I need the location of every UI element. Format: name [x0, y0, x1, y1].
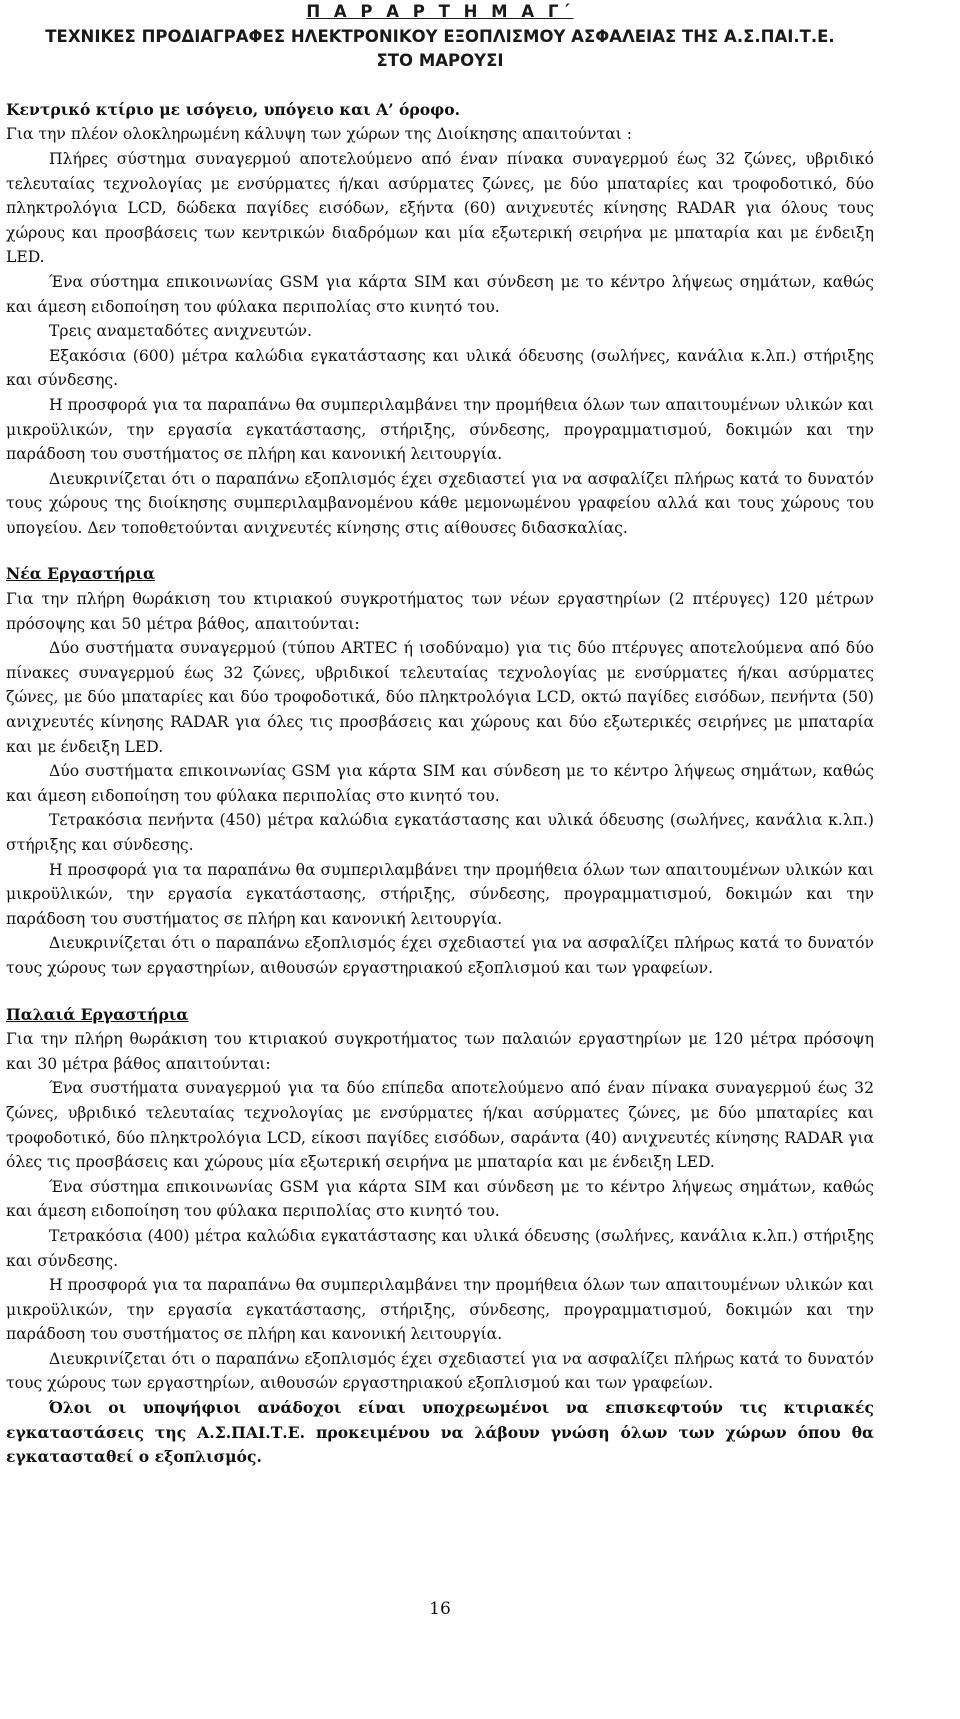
section-main-building [6, 98, 874, 541]
section-heading: Νέα Εργαστήρια [6, 564, 155, 584]
paragraph: Τετρακόσια (400) μέτρα καλώδια εγκατάστασης και υλικά όδευσης (σωλήνες, κανάλια κ.λπ.) στήριξης και σύνδεσης. [6, 1226, 874, 1270]
paragraph: Η προσφορά για τα παραπάνω θα συμπεριλαμβάνει την προμήθεια όλων των απαιτουμένων υλικών και μικροϋλικών, την εργασία εγκατάστασης, στήριξης, σύνδεσης, προγραμματισμού, δοκιμών και την παράδοση του συστήματος σε πλήρη και κανονική λειτουργία. [6, 860, 874, 928]
paragraph: Ένα σύστημα επικοινωνίας GSM για κάρτα SIM και σύνδεση με το κέντρο λήψεως σημάτων, καθώς και άμεση ειδοποίηση του φύλακα περιπολίας στο κινητό του. [6, 1177, 874, 1221]
paragraph: Ένα συστήματα συναγερμού για τα δύο επίπεδα αποτελούμενο από έναν πίνακα συναγερμού έως 32 ζώνες, υβριδικό τελευταίας τεχνολογίας με ενσύρματες ή/και ασύρματες ζώνες, με δύο μπαταρίες και τροφοδοτικό, δύο πληκτρολόγια LCD, είκοσι παγίδες εισόδων, σαράντα (40) ανιχνευτές κίνησης RADAR για όλες τις προσβάσεις και χώρους μία εξωτερική σειρήνα με μπαταρία και με ένδειξη LED. [6, 1079, 874, 1172]
section-new-labs [6, 562, 874, 980]
paragraph: Για την πλήρη θωράκιση του κτιριακού συγκροτήματος των παλαιών εργαστηρίων με 120 μέτρα πρόσοψη και 30 μέτρα βάθος απαιτούνται: [6, 1030, 874, 1073]
paragraph: Δύο συστήματα συναγερμού (τύπου ARTEC ή ισοδύναμο) για τις δύο πτέρυγες αποτελούμενα από δύο πίνακες συναγερμού έως 32 ζώνες, υβριδικοί τελευταίας τεχνολογίας με ενσύρματες ή/και ασύρματες ζώνες, με δύο μπαταρίες και δύο τροφοδοτικά, δύο πληκτρολόγια LCD, οκτώ παγίδες εισόδων, πενήντα (50) ανιχνευτές κίνησης RADAR για όλες τις προσβάσεις και χώρους και δύο εξωτερικές σειρήνες με μπαταρία και με ένδειξη LED. [6, 639, 874, 756]
paragraph: Η προσφορά για τα παραπάνω θα συμπεριλαμβάνει την προμήθεια όλων των απαιτουμένων υλικών και μικροϋλικών, την εργασία εγκατάστασης, στήριξης, σύνδεσης, προγραμματισμού, δοκιμών και την παράδοση του συστήματος σε πλήρη και κανονική λειτουργία. [6, 1276, 874, 1344]
paragraph: Τετρακόσια πενήντα (450) μέτρα καλώδια εγκατάστασης και υλικά όδευσης (σωλήνες, κανάλια κ.λπ.) στήριξης και σύνδεσης. [6, 811, 874, 854]
paragraph: Για την πλέον ολοκληρωμένη κάλυψη των χώρων της Διοίκησης απαιτούνται : [6, 125, 632, 144]
paragraph: Τρεις αναμεταδότες ανιχνευτών. [49, 322, 312, 341]
paragraph: Δύο συστήματα επικοινωνίας GSM για κάρτα SIM και σύνδεση με το κέντρο λήψεως σημάτων, καθώς και άμεση ειδοποίηση του φύλακα περιπολίας στο κινητό του. [6, 762, 874, 805]
section-heading: Κεντρικό κτίριο με ισόγειο, υπόγειο και Α’ όροφο. [6, 99, 461, 119]
paragraph: Ένα σύστημα επικοινωνίας GSM για κάρτα SIM και σύνδεση με το κέντρο λήψεως σημάτων, καθώς και άμεση ειδοποίηση του φύλακα περιπολίας στο κινητό του. [6, 272, 874, 316]
paragraph: Διευκρινίζεται ότι ο παραπάνω εξοπλισμός έχει σχεδιαστεί για να ασφαλίζει πλήρως κατά το δυνατόν τους χώρους των εργαστηρίων, αιθουσών εργαστηριακού εξοπλισμού και των γραφείων. [6, 934, 874, 977]
section-old-labs [6, 1003, 874, 1397]
document-title: ΤΕΧΝΙΚΕΣ ΠΡΟΔΙΑΓΡΑΦΕΣ ΗΛΕΚΤΡΟΝΙΚΟΥ ΕΞΟΠΛΙΣΜΟΥ ΑΣΦΑΛΕΙΑΣ ΤΗΣ Α.Σ.ΠΑΙ.Τ.Ε. [45, 26, 835, 46]
paragraph: Διευκρινίζεται ότι ο παραπάνω εξοπλισμός έχει σχεδιαστεί για να ασφαλίζει πλήρως κατά το δυνατόν τους χώρους της διοίκησης συμπεριλαμβανομένου κάθε μεμονωμένου γραφείου αλλά και τους χώρους του υπογείου. Δεν τοποθετούνται ανιχνευτές κίνησης στις αίθουσες διδασκαλίας. [6, 469, 874, 537]
document-subtitle: ΣΤΟ ΜΑΡΟΥΣΙ [376, 51, 504, 71]
paragraph: Για την πλήρη θωράκιση του κτιριακού συγκροτήματος των νέων εργαστηρίων (2 πτέρυγες) 120 μέτρων πρόσοψης και 50 μέτρα βάθος, απαιτούνται: [6, 590, 874, 633]
page-number: 16 [429, 1599, 451, 1619]
paragraph: Η προσφορά για τα παραπάνω θα συμπεριλαμβάνει την προμήθεια όλων των απαιτουμένων υλικών και μικροϋλικών, την εργασία εγκατάστασης, στήριξης, σύνδεσης, προγραμματισμού, δοκιμών και την παράδοση του συστήματος σε πλήρη και κανονική λειτουργία. [6, 395, 874, 464]
paragraph: Διευκρινίζεται ότι ο παραπάνω εξοπλισμός έχει σχεδιαστεί για να ασφαλίζει πλήρως κατά το δυνατόν τους χώρους των εργαστηρίων, αιθουσών εργαστηριακού εξοπλισμού και των γραφείων. [6, 1349, 874, 1393]
closing-statement: Όλοι οι υποψήφιοι ανάδοχοι είναι υποχρεωμένοι να επισκεφτούν τις κτιριακές εγκαταστάσεις της Α.Σ.ΠΑΙ.Τ.Ε. προκειμένου να λάβουν γνώση όλων των χώρων όπου θα εγκατασταθεί ο εξοπλισμός. [6, 1398, 874, 1467]
paragraph: Πλήρες σύστημα συναγερμού αποτελούμενο από έναν πίνακα συναγερμού έως 32 ζώνες, υβριδικό τελευταίας τεχνολογίας με ενσύρματες ή/και ασύρματες ζώνες, με δύο μπαταρίες και τροφοδοτικό, δύο πληκτρολόγια LCD, δώδεκα παγίδες εισόδων, εξήντα (60) ανιχνευτές κίνησης RADAR για όλους τους χώρους και προσβάσεις των κεντρικών διαδρόμων και μία εξωτερική σειρήνα με μπαταρία και με ένδειξη LED. [6, 149, 874, 267]
appendix-title: Π Α Ρ Α Ρ Τ Η Μ Α Γ΄ [306, 2, 574, 21]
document-page [6, 0, 874, 1470]
section-heading: Παλαιά Εργαστήρια [6, 1004, 189, 1024]
paragraph: Εξακόσια (600) μέτρα καλώδια εγκατάστασης και υλικά όδευσης (σωλήνες, κανάλια κ.λπ.) στήριξης και σύνδεσης. [6, 346, 874, 390]
